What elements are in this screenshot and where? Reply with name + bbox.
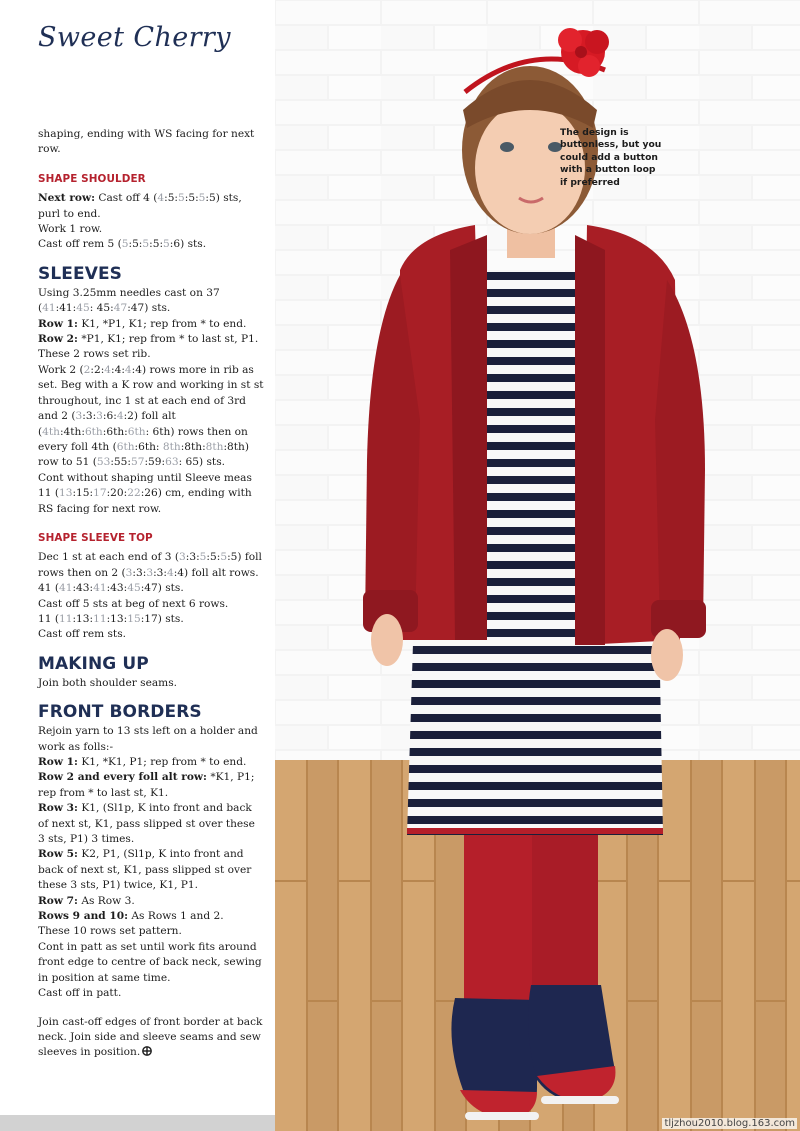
sleeves-row-2 bbox=[38, 332, 264, 347]
size-value: 47 bbox=[113, 302, 128, 315]
size-value: 8th bbox=[162, 440, 181, 453]
sleeves-heading: SLEEVES bbox=[38, 263, 123, 284]
size-value: 11 bbox=[93, 612, 107, 625]
size-value: 22 bbox=[127, 487, 141, 500]
sleeves-row-1 bbox=[38, 317, 264, 332]
row-label: Row 3: bbox=[38, 802, 78, 815]
paragraph-gap bbox=[38, 1002, 264, 1015]
work-row-instruction: Work 1 row. bbox=[38, 223, 103, 236]
size-value: 8th bbox=[205, 440, 224, 453]
sleeves-row-2-text: *P1, K1; rep from * to last st, P1. bbox=[77, 333, 259, 346]
size-value: 4 bbox=[116, 410, 124, 423]
front-borders-cont-patt: Cont in patt as set until work fits around front edge to centre of back neck, sewing in position at same time. bbox=[38, 940, 262, 984]
sleeve-top-dec: Dec 1 st at each end of 3 (3:3:5:5:5:5) foll rows then on 2 (3:3:3:3:4:4) foll alt rows. bbox=[38, 551, 262, 579]
row-label: Row 7: bbox=[38, 894, 78, 907]
size-value: 41 bbox=[42, 302, 56, 315]
pattern-text-column bbox=[0, 0, 275, 1131]
front-borders-cast-off: Cast off in patt. bbox=[38, 987, 122, 1000]
page-footer-bar bbox=[0, 1115, 275, 1131]
shape-sleeve-top-heading: SHAPE SLEEVE TOP bbox=[38, 531, 153, 544]
size-value: 4 bbox=[104, 363, 112, 376]
skirt-hem-trim bbox=[407, 828, 663, 834]
sleeves-row-2-label: Row 2: bbox=[38, 333, 78, 346]
row-label: Row 2 and every foll alt row: bbox=[38, 771, 207, 784]
size-value: 41 bbox=[93, 582, 107, 595]
right-hand bbox=[651, 629, 683, 681]
end-of-pattern-icon bbox=[142, 1046, 152, 1056]
size-value: 2 bbox=[83, 363, 91, 376]
size-value: 15 bbox=[127, 612, 141, 625]
sleeves-row-1-label: Row 1: bbox=[38, 317, 78, 330]
size-value: 5 bbox=[163, 238, 170, 251]
size-value: 5 bbox=[178, 192, 185, 205]
next-row-text: Cast off 4 (4:5:5:5:5:5) sts, purl to end. bbox=[38, 192, 242, 220]
size-value: 6th bbox=[116, 440, 135, 453]
intro-text: shaping, ending with WS facing for next row. bbox=[38, 128, 255, 156]
front-borders-row-3 bbox=[38, 801, 264, 847]
size-value: 4 bbox=[157, 192, 165, 205]
row-text: K1, (Sl1p, K into front and back of next st, K1, pass slipped st over these 3 sts, P1) 3 times. bbox=[38, 802, 255, 846]
size-value: 45 bbox=[76, 302, 90, 315]
size-value: 17 bbox=[93, 487, 107, 500]
size-value: 6th bbox=[127, 425, 146, 438]
shape-shoulder-heading: SHAPE SHOULDER bbox=[38, 172, 146, 185]
size-value: 3 bbox=[75, 410, 83, 423]
next-row-instruction bbox=[38, 191, 264, 222]
front-borders-row-2 bbox=[38, 770, 264, 801]
pattern-body bbox=[38, 127, 264, 1061]
sleeves-set-rib: These 2 rows set rib. bbox=[38, 348, 151, 361]
sleeve-top-cast-off-rem: Cast off rem sts. bbox=[38, 628, 126, 641]
size-value: 3 bbox=[125, 566, 133, 579]
making-up-text: Join both shoulder seams. bbox=[38, 676, 178, 689]
sleeves-cont-without: Cont without shaping until Sleeve meas 11 (13:15:17:20:22:26) cm, ending with RS facing for next row. bbox=[38, 471, 252, 515]
row-text: As Rows 1 and 2. bbox=[128, 910, 224, 923]
photo-illustration bbox=[275, 0, 800, 1131]
row-text: *K1, P1; rep from * to last st, K1. bbox=[38, 771, 255, 799]
front-borders-join bbox=[38, 1015, 264, 1061]
shoulder-cast-off-instruction: Cast off rem 5 (5:5:5:5:5:6) sts. bbox=[38, 238, 207, 251]
page-title: Sweet Cherry bbox=[38, 22, 231, 53]
sleeves-row-1-text: K1, *P1, K1; rep from * to end. bbox=[77, 317, 247, 330]
left-eye bbox=[500, 142, 514, 152]
row-text: K1, *K1, P1; rep from * to end. bbox=[77, 756, 247, 768]
size-value: 4th bbox=[42, 425, 60, 438]
size-value: 4 bbox=[166, 566, 174, 579]
front-borders-rejoin: Rejoin yarn to 13 sts left on a holder and work as folls:- bbox=[38, 725, 258, 753]
model-photo bbox=[275, 0, 800, 1131]
front-borders-row-1 bbox=[38, 755, 264, 770]
sneakers bbox=[451, 985, 619, 1120]
size-value: 57 bbox=[130, 456, 145, 469]
front-borders-heading: FRONT BORDERS bbox=[38, 702, 202, 723]
size-value: 45 bbox=[127, 582, 141, 595]
size-value: 5 bbox=[142, 238, 150, 251]
size-value: 3 bbox=[146, 566, 154, 579]
watermark: tljzhou2010.blog.163.com bbox=[664, 1118, 795, 1129]
size-value: 3 bbox=[179, 551, 186, 564]
next-row-label: Next row: bbox=[38, 192, 95, 205]
size-value: 11 bbox=[58, 612, 73, 625]
sleeves-work-more: Work 2 (2:2:4:4:4:4) rows more in rib as set. Beg with a K row and working in st st throughout, inc 1 st at each end of 3rd and 2 (3:3:3:6:4:2) foll alt (4th:4th:6th:6th:6th: 6th) rows then on every foll 4th (6th:6th: 8th:8th:8th:8th) row to 51 (53:55:57:59:63: 65) sts. bbox=[38, 363, 264, 469]
size-value: 3 bbox=[96, 410, 103, 423]
size-value: 5 bbox=[198, 192, 206, 205]
size-value: 5 bbox=[220, 551, 228, 564]
sleeve-top-cast-off-5: Cast off 5 sts at beg of next 6 rows. bbox=[38, 597, 229, 610]
size-value: 53 bbox=[96, 456, 111, 469]
size-value: 6th bbox=[84, 425, 103, 438]
sleeve-top-sts-41: 41 (41:43:41:43:45:47) sts. bbox=[38, 582, 184, 595]
sleeve-top-sts-11: 11 (11:13:11:13:15:17) sts. bbox=[38, 612, 184, 625]
size-value: 63 bbox=[165, 456, 179, 469]
size-value: 41 bbox=[58, 582, 73, 595]
row-text: As Row 3. bbox=[77, 894, 135, 907]
row-label: Row 1: bbox=[38, 756, 78, 768]
size-value: 13 bbox=[58, 487, 73, 500]
size-value: 5 bbox=[199, 551, 207, 564]
legs bbox=[464, 812, 598, 1012]
front-borders-rows-9-10 bbox=[38, 909, 264, 924]
join-text: Join cast-off edges of front border at back neck. Join side and sleeve seams and sew sleeves in position. bbox=[38, 1015, 263, 1059]
size-value: 4 bbox=[124, 363, 132, 376]
photo-caption: The design is buttonless, but you could add a button with a button loop if preferred bbox=[560, 127, 662, 188]
row-text: K2, P1, (Sl1p, K into front and back of next st, K1, pass slipped st over these 3 sts, P1) twice, K1, P1. bbox=[38, 848, 252, 892]
size-value: 5 bbox=[121, 238, 129, 251]
front-borders-set-pattern: These 10 rows set pattern. bbox=[38, 925, 182, 938]
row-label: Rows 9 and 10: bbox=[38, 910, 129, 923]
front-borders-row-7 bbox=[38, 894, 264, 909]
left-hand bbox=[371, 614, 403, 666]
making-up-heading: MAKING UP bbox=[38, 653, 149, 674]
front-borders-row-5 bbox=[38, 847, 264, 893]
sleeves-cast-on: Using 3.25mm needles cast on 37 (41:41:45: 45:47:47) sts. bbox=[38, 286, 220, 315]
row-label: Row 5: bbox=[38, 848, 78, 861]
striped-top bbox=[470, 270, 590, 520]
